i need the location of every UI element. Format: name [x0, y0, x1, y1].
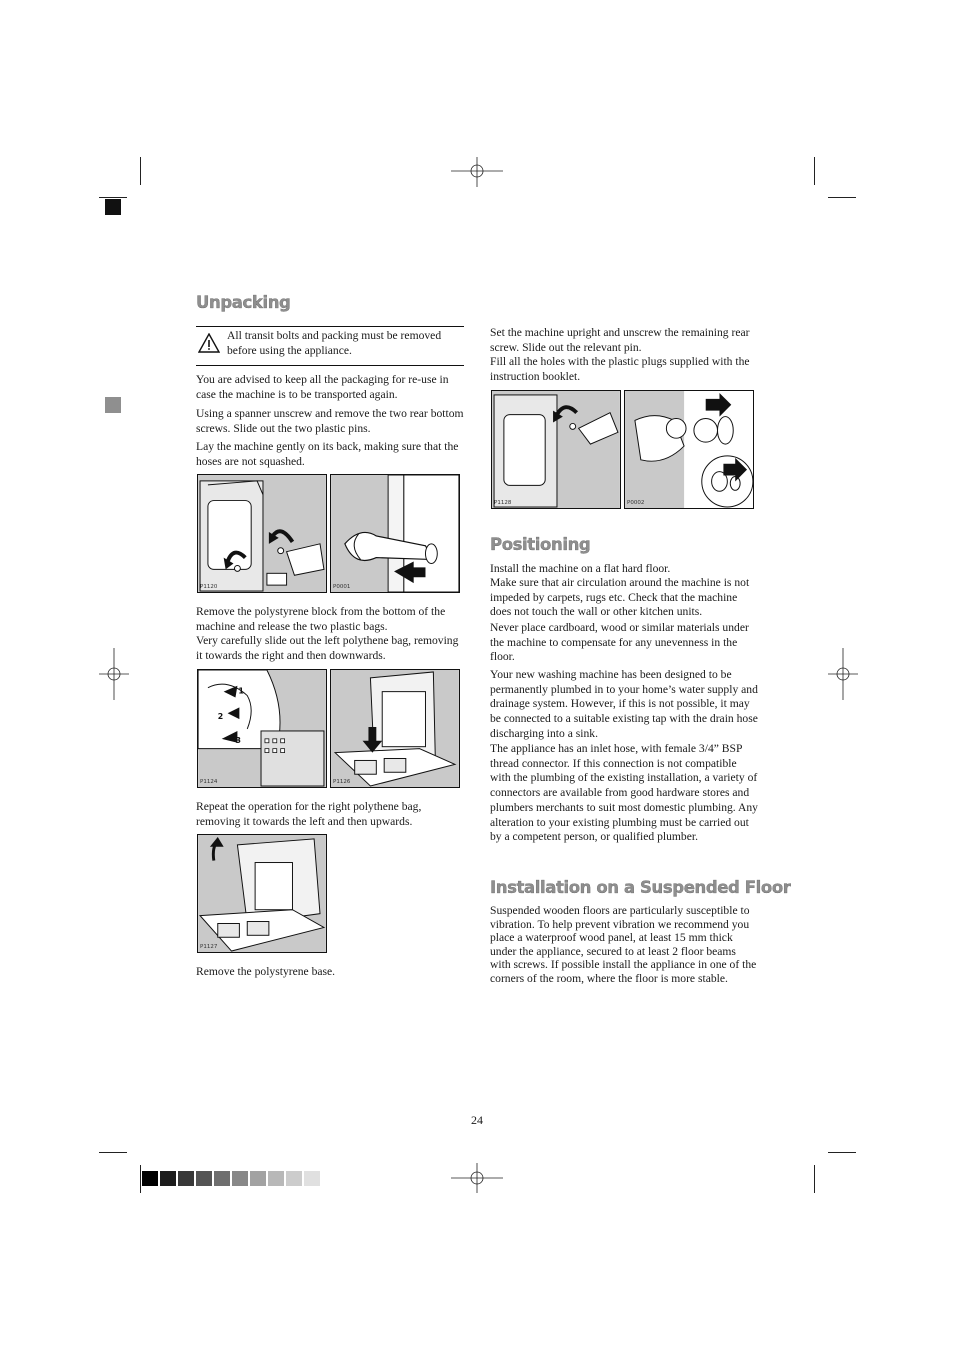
- figure-machine-on-back: [330, 669, 460, 788]
- color-swatch: [196, 1171, 212, 1186]
- figure-code: P1127: [200, 944, 218, 950]
- figure-plastic-plugs: [624, 390, 754, 509]
- figure-right-bag: [197, 834, 327, 953]
- warning-text: All transit bolts and packing must be removed before using the appliance.: [227, 329, 442, 357]
- paragraph-inlet-hose: The appliance has an inlet hose, with female 3/4” BSP thread connector. If this connection is not compatible with the plumbing of the existing installation, a variety of connectors are available from good hardware stores and plumbers merchants to suit most domestic plumbing. Any alteration to your existing plumbing must be carried out by a competent person, or qualified plumber.: [490, 742, 758, 844]
- rear-screws-illustration: [198, 475, 326, 592]
- color-swatch: [178, 1171, 194, 1186]
- right-bag-illustration: [198, 835, 326, 952]
- color-swatch: [142, 1171, 158, 1186]
- grey-square-marker: [105, 397, 121, 413]
- registration-mark-left: [99, 648, 129, 700]
- paragraph-polystyrene-block: Remove the polystyrene block from the bottom of the machine and release the two plastic bags.: [196, 605, 446, 633]
- registration-mark-top: [451, 157, 503, 187]
- figure-code: P0001: [333, 584, 351, 590]
- figure-code: P1120: [200, 584, 218, 590]
- plastic-plugs-illustration: [625, 391, 753, 508]
- heading-positioning: Positioning: [490, 535, 591, 554]
- paragraph-fill-holes: Fill all the holes with the plastic plugs supplied with the instruction booklet.: [490, 355, 750, 383]
- color-swatch: [214, 1171, 230, 1186]
- warning-box: [196, 326, 464, 366]
- paragraph-cardboard: Never place cardboard, wood or similar materials under the machine to compensate for any unevenness in the floor.: [490, 621, 749, 664]
- paragraph-lay-machine: Lay the machine gently on its back, making sure that the hoses are not squashed.: [196, 440, 459, 468]
- color-swatch: [232, 1171, 248, 1186]
- paragraph-plumbing: Your new washing machine has been designed to be permanently plumbed in to your home’s water supply and drainage system. However, if this is not possible, it may be connected to a suitable existing tap with the drain hose discharging into a sink.: [490, 668, 758, 740]
- color-swatch: [268, 1171, 284, 1186]
- paragraph-air-circulation: Make sure that air circulation around the machine is not impeded by carpets, rugs etc. Check that the machine does not touch the wall or other kitchen units.: [490, 576, 750, 619]
- left-bag-illustration: [198, 670, 326, 787]
- paragraph-spanner: Using a spanner unscrew and remove the two rear bottom screws. Slide out the two plastic pins.: [196, 407, 464, 435]
- paragraph-set-upright: Set the machine upright and unscrew the remaining rear screw. Slide out the relevant pin.: [490, 326, 750, 354]
- figure-plastic-pins: [330, 474, 460, 593]
- step-number: 1: [238, 686, 244, 696]
- rear-screw-illustration: [492, 391, 620, 508]
- warning-triangle-icon: [198, 333, 220, 353]
- figure-left-bag: [197, 669, 327, 788]
- figure-rear-screws: [197, 474, 327, 593]
- plastic-pins-illustration: [331, 475, 459, 592]
- heading-installation: Installation on a Suspended Floor: [490, 878, 791, 897]
- paragraph-remove-base: Remove the polystyrene base.: [196, 965, 336, 978]
- machine-on-back-illustration: [331, 670, 459, 787]
- color-swatch: [304, 1171, 320, 1186]
- step-number: 2: [217, 712, 224, 722]
- paragraph-suspended-floor: Suspended wooden floors are particularly susceptible to vibration. To help prevent vibration we recommend you place a waterproof wood panel, at least 15 mm thick under the appliance, secured to at least 2 floor beams with screws. If possible install the appliance in one of the corners of the room, where the floor is more stable.: [490, 904, 757, 985]
- heading-unpacking: Unpacking: [196, 293, 291, 312]
- figure-rear-screw: [491, 390, 621, 509]
- registration-mark-right: [828, 648, 858, 700]
- figure-code: P1124: [200, 779, 218, 785]
- paragraph-keep-packaging: You are advised to keep all the packaging for re-use in case the machine is to be transported again.: [196, 373, 449, 401]
- step-number: 3: [235, 735, 241, 745]
- figure-code: P1128: [494, 500, 512, 506]
- black-square-marker: [105, 199, 121, 215]
- color-swatch: [250, 1171, 266, 1186]
- paragraph-flat-floor: Install the machine on a flat hard floor.: [490, 562, 671, 575]
- figure-code: P1126: [333, 779, 351, 785]
- figure-code: P0002: [627, 500, 645, 506]
- color-swatch: [160, 1171, 176, 1186]
- paragraph-right-bag: Repeat the operation for the right polythene bag, removing it towards the left and then upwards.: [196, 800, 422, 828]
- color-swatch: [286, 1171, 302, 1186]
- page-number: 24: [471, 1113, 483, 1127]
- registration-mark-bottom: [451, 1163, 503, 1193]
- paragraph-left-bag: Very carefully slide out the left polythene bag, removing it towards the right and then downwards.: [196, 634, 459, 662]
